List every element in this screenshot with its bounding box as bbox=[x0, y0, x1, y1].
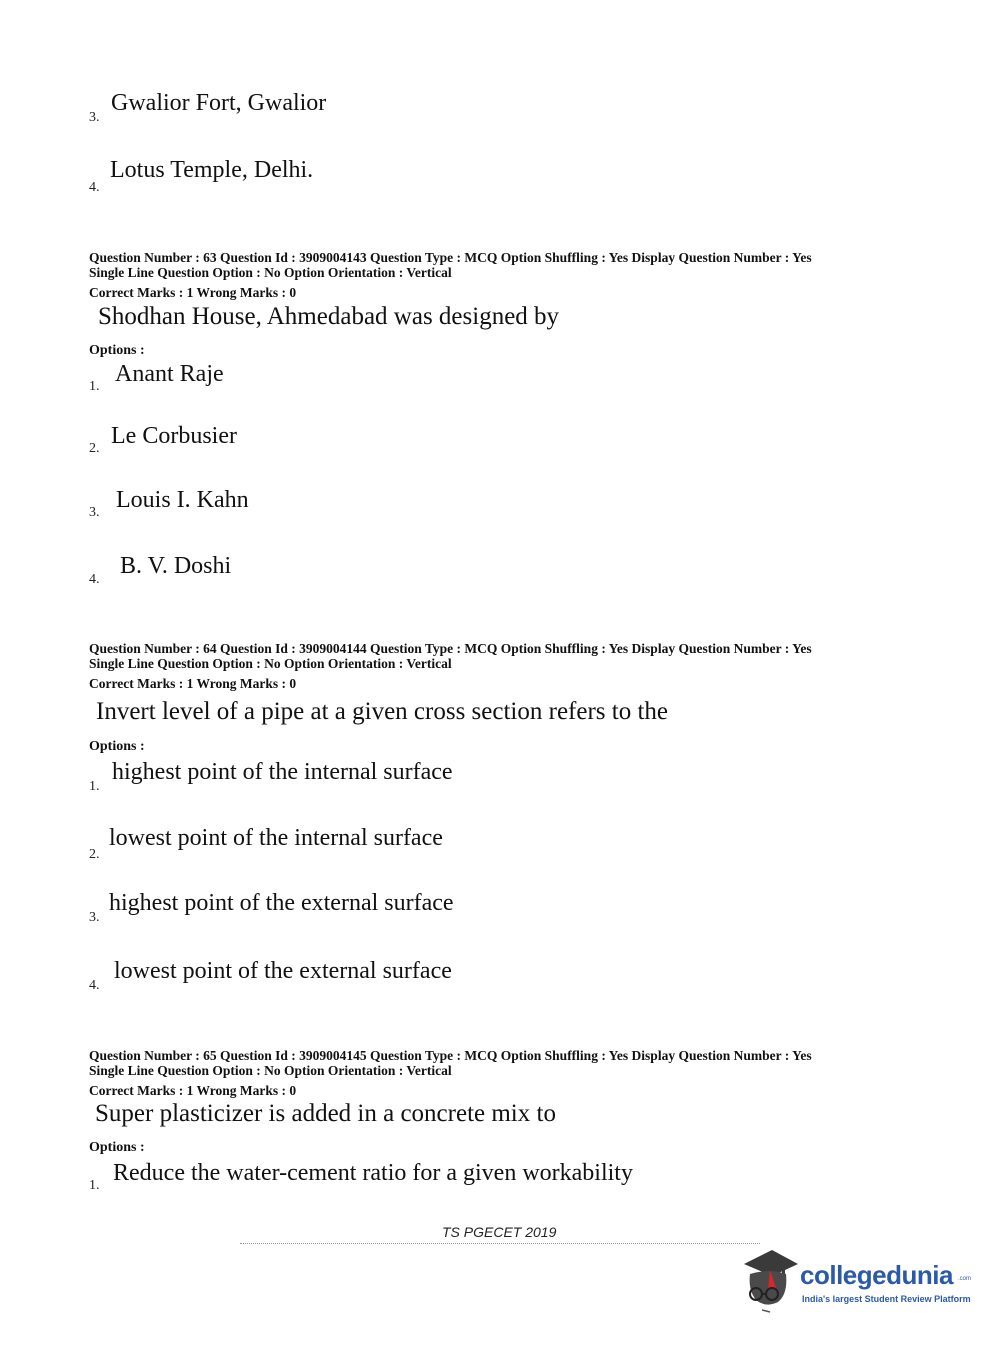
option-text: Gwalior Fort, Gwalior bbox=[111, 90, 327, 116]
option-text: Anant Raje bbox=[115, 361, 224, 387]
question-meta-line: Question Number : 63 Question Id : 3909004143 Question Type : MCQ Option Shuffling : Yes Display Question Number : Yes bbox=[89, 250, 812, 265]
option-text: Louis I. Kahn bbox=[116, 487, 249, 513]
option-text: Lotus Temple, Delhi. bbox=[110, 157, 314, 183]
footer-divider bbox=[240, 1243, 760, 1245]
question-meta-line: Question Number : 64 Question Id : 3909004144 Question Type : MCQ Option Shuffling : Yes Display Question Number : Yes bbox=[89, 641, 812, 656]
option-number: 2. bbox=[89, 847, 100, 862]
graduate-mascot-icon bbox=[740, 1246, 800, 1316]
option-text: Reduce the water-cement ratio for a given workability bbox=[113, 1160, 633, 1186]
options-label: Options : bbox=[89, 739, 145, 754]
logo-tagline: India's largest Student Review Platform bbox=[802, 1294, 971, 1304]
options-label: Options : bbox=[89, 343, 145, 358]
option-text: highest point of the internal surface bbox=[112, 759, 453, 785]
option-number: 3. bbox=[89, 910, 100, 925]
option-number: 1. bbox=[89, 379, 100, 394]
question-meta-line: Single Line Question Option : No Option Orientation : Vertical bbox=[89, 656, 452, 671]
question-text: Invert level of a pipe at a given cross section refers to the bbox=[96, 698, 668, 725]
option-number: 2. bbox=[89, 441, 100, 456]
question-meta-line: Single Line Question Option : No Option Orientation : Vertical bbox=[89, 1063, 452, 1078]
option-text: lowest point of the internal surface bbox=[109, 825, 443, 851]
question-meta-line: Question Number : 65 Question Id : 3909004145 Question Type : MCQ Option Shuffling : Yes Display Question Number : Yes bbox=[89, 1048, 812, 1063]
option-number: 1. bbox=[89, 1178, 100, 1193]
option-number: 4. bbox=[89, 572, 100, 587]
question-meta-line: Single Line Question Option : No Option Orientation : Vertical bbox=[89, 265, 452, 280]
option-number: 4. bbox=[89, 180, 100, 195]
question-marks: Correct Marks : 1 Wrong Marks : 0 bbox=[89, 1083, 297, 1098]
question-marks: Correct Marks : 1 Wrong Marks : 0 bbox=[89, 285, 297, 300]
logo-domain-suffix: .com bbox=[958, 1276, 972, 1282]
question-marks: Correct Marks : 1 Wrong Marks : 0 bbox=[89, 676, 297, 691]
option-text: Le Corbusier bbox=[111, 423, 237, 449]
option-text: lowest point of the external surface bbox=[114, 958, 452, 984]
question-text: Shodhan House, Ahmedabad was designed by bbox=[98, 303, 560, 330]
option-text: B. V. Doshi bbox=[120, 553, 232, 579]
option-number: 1. bbox=[89, 779, 100, 794]
collegedunia-logo bbox=[740, 1246, 970, 1316]
question-text: Super plasticizer is added in a concrete mix to bbox=[95, 1100, 556, 1127]
option-text: highest point of the external surface bbox=[109, 890, 454, 916]
option-number: 4. bbox=[89, 978, 100, 993]
option-number: 3. bbox=[89, 110, 100, 125]
footer-exam-name: TS PGECET 2019 bbox=[442, 1224, 557, 1240]
option-number: 3. bbox=[89, 505, 100, 520]
logo-wordmark: collegedunia bbox=[800, 1260, 953, 1290]
options-label: Options : bbox=[89, 1140, 145, 1155]
